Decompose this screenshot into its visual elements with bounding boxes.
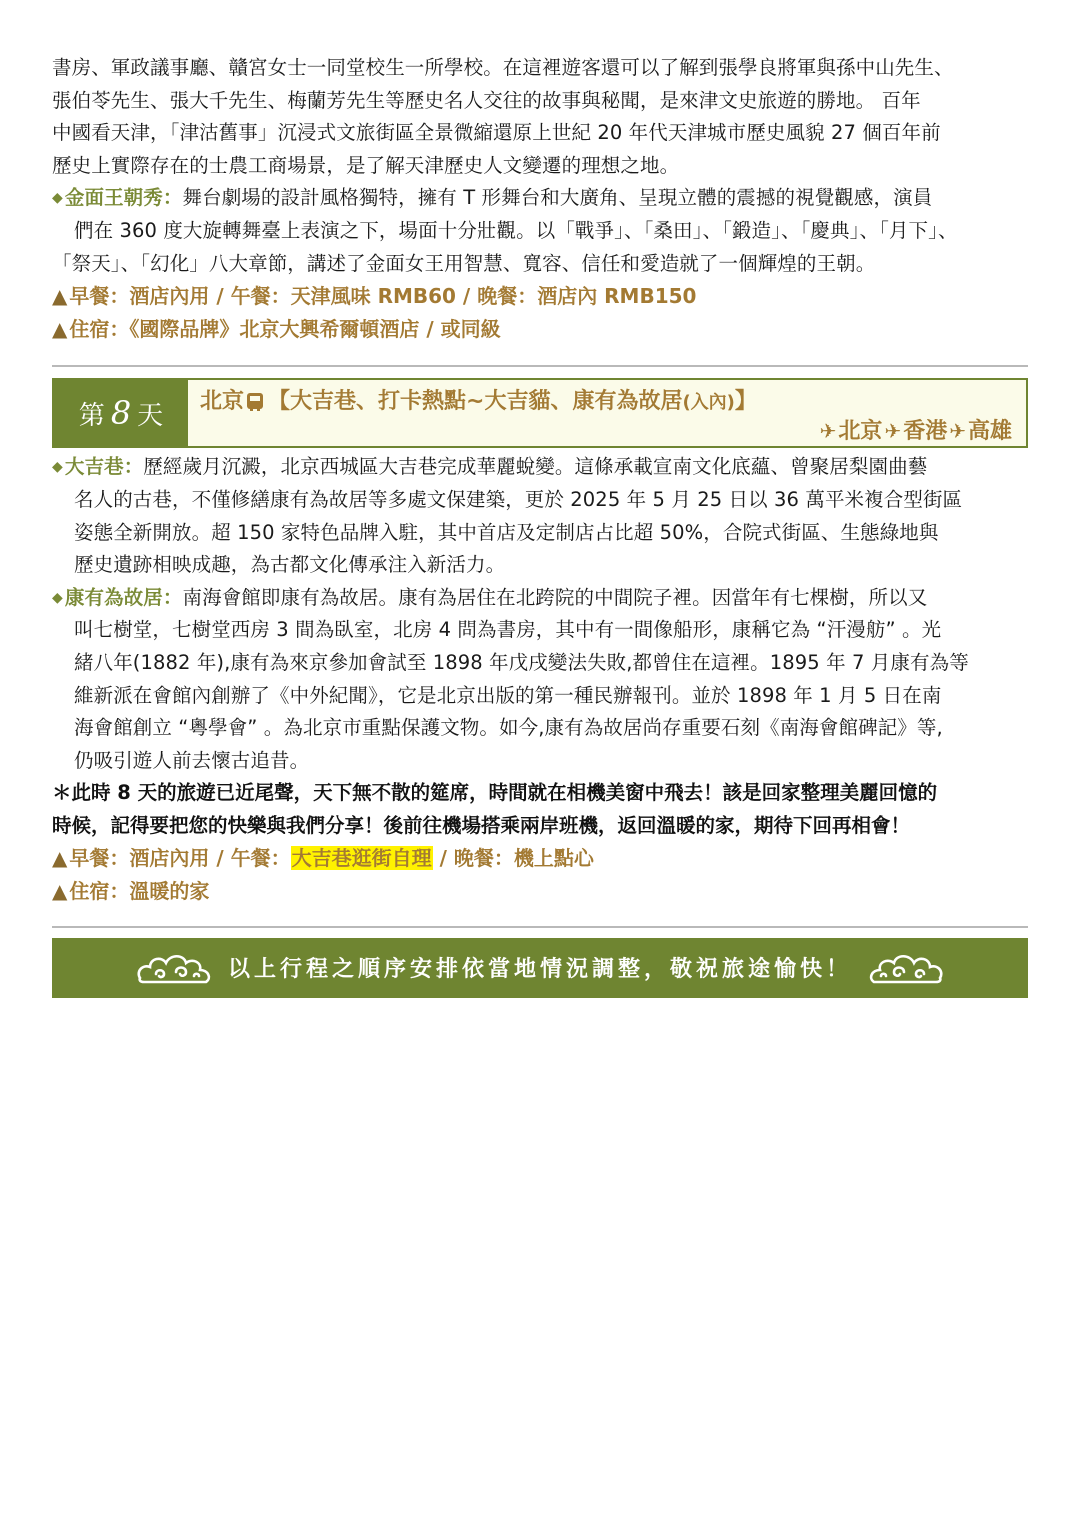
attraction-term: 金面王朝秀 (64, 186, 163, 210)
day-route: ✈北京 ✈香港 ✈高雄 (819, 419, 1012, 445)
intro-line: 中國看天津，「津沽舊事」沉浸式文旅街區全景微縮還原上世紀 20 年代天津城市歷史風貌 27 個百年前 (52, 121, 941, 145)
footer-text: 以上行程之順序安排依當地情況調整，敬祝旅途愉快！ (227, 957, 852, 983)
attraction-desc-line: 歷經歲月沉澱，北京西城區大吉巷完成華麗蛻變。這條承載宣南文化底蘊、曾聚居梨園曲藝 (143, 455, 928, 479)
attraction-term: 康有為故居 (64, 585, 163, 609)
attraction-desc-line: 舞台劇場的設計風格獨特，擁有 T 形舞台和大廣角、呈現立體的震撼的視覺觀感，演員 (182, 186, 933, 210)
attraction-desc-line: 們在 360 度大旋轉舞臺上表演之下，場面十分壯觀。以「戰爭」、「桑田」、「鍛造」、「慶典」、「月下」、 (74, 218, 958, 242)
attraction-golden-mask-show: ◆ 金面王朝秀：舞台劇場的設計風格獨特，擁有 T 形舞台和大廣角、呈現立體的震撼的視覺觀感，演員 們在 360 度大旋轉舞臺上表演之下，場面十分壯觀。以「戰爭」、「桑田」、「鍛造」、「慶典」、「月下」、 「祭天」、「幻化」八大章節，講述了金面女王用智慧、寬容、信任和愛造就了一個輝煌的王朝。 (52, 182, 1028, 280)
attraction-desc-line: 海會館創立 “粵學會” 。為北京市重點保護文物。如今,康有為故居尚存重要石刻《南海會館碑記》等, (74, 716, 943, 740)
airplane-icon: ✈ (949, 419, 966, 444)
airplane-icon: ✈ (819, 419, 837, 444)
attraction-desc-line: 叫七樹堂，七樹堂西房 3 間為臥室，北房 4 問為書房，其中有一間像船形，康稱它為 “汗漫舫” 。光 (74, 618, 942, 642)
day7-accommodation: ▲ 住宿：《國際品牌》北京大興希爾頓酒店 / 或同級 (52, 316, 501, 341)
airplane-icon: ✈ (884, 419, 902, 444)
attraction-term: 大吉巷 (64, 455, 124, 479)
diamond-bullet-icon: ◆ (52, 190, 63, 207)
triangle-bullet-icon: ▲ (52, 846, 68, 871)
intro-line: 書房、軍政議事廳、贛宮女士一同堂校生一所學校。在這裡遊客還可以了解到張學良將軍與孫中山先生、 (52, 56, 954, 79)
day-title (188, 380, 1026, 446)
attraction-desc-line: 南海會館即康有為故居。康有為居住在北跨院的中間院子裡。因當年有七棵樹，所以又 (182, 585, 928, 609)
attraction-desc-line: 仍吸引遊人前去懷古追昔。 (74, 748, 310, 772)
diamond-bullet-icon: ◆ (52, 459, 63, 476)
closing-note-line: ＊此時 8 天的旅遊已近尾聲，天下無不散的筵席，時間就在相機美窗中飛去！該是回家整理美麗回憶的 (52, 781, 938, 805)
day8-accommodation: ▲ 住宿：溫暖的家 (52, 879, 210, 904)
triangle-bullet-icon: ▲ (52, 879, 68, 904)
intro-line: 歷史上實際存在的士農工商場景，是了解天津歷史人文變遷的理想之地。 (52, 153, 680, 177)
highlighted-lunch: 大吉巷逛街自理 (291, 846, 432, 871)
auspicious-cloud-icon (864, 948, 946, 988)
attraction-desc-line: 「祭天」、「幻化」八大章節，講述了金面女王用智慧、寬容、信任和愛造就了一個輝煌的王朝。 (52, 251, 876, 275)
intro-line: 張伯苓先生、張大千先生、梅蘭芳先生等歷史名人交往的故事與秘聞，是來津文史旅遊的勝地。 百年 (52, 88, 921, 112)
day-title-main: 北京 【大吉巷、打卡熱點~大吉貓、康有為故居(入內)】 (200, 389, 757, 415)
day-number: 8 (110, 394, 132, 433)
attraction-kang-youwei-residence: ◆ 康有為故居：南海會館即康有為故居。康有為居住在北跨院的中間院子裡。因當年有七棵樹，所以又 叫七樹堂，七樹堂西房 3 間為臥室，北房 4 問為書房，其中有一間像船形，康稱它為 “汗漫舫” 。光 緒八年(1882 年),康有為來京參加會試至 1898 年戊戌變法失敗,都曾住在這裡。1895 年 7 月康有為等 維新派在會館內創辦了《中外紀聞》，它是北京出版的第一種民辦報刊。並於 1898 年 1 月 5 日在南 海會館創立 “粵學會” 。為北京市重點保護文物。如今,康有為故居尚存重要石刻《南海會館碑記》等, 仍吸引遊人前去懷古追昔。 (52, 582, 1028, 778)
itinerary-page (52, 52, 1028, 998)
attraction-desc-line: 名人的古巷，不僅修繕康有為故居等多處文保建築，更於 2025 年 5 月 25 日以 36 萬平米複合型街區 (74, 487, 963, 511)
intro-paragraph (52, 52, 1028, 182)
day7-meals: ▲ 早餐：酒店內用 / 午餐：天津風味 RMB60 / 晚餐：酒店內 RMB150 (52, 284, 697, 309)
bus-icon (247, 393, 263, 409)
day-number-box: 第 8 天 (54, 380, 188, 446)
auspicious-cloud-icon (134, 948, 216, 988)
diamond-bullet-icon: ◆ (52, 589, 63, 606)
attraction-desc-line: 歷史遺跡相映成趣，為古都文化傳承注入新活力。 (74, 553, 506, 577)
attraction-desc-line: 姿態全新開放。超 150 家特色品牌入駐，其中首店及定制店占比超 50%，合院式街區、生態綠地與 (74, 520, 939, 544)
triangle-bullet-icon: ▲ (52, 284, 68, 309)
day8-header (52, 378, 1028, 448)
attraction-desc-line: 維新派在會館內創辦了《中外紀聞》，它是北京出版的第一種民辦報刊。並於 1898 年 1 月 5 日在南 (74, 683, 942, 707)
footer-banner (52, 938, 1028, 998)
attraction-dajixiang: ◆ 大吉巷：歷經歲月沉澱，北京西城區大吉巷完成華麗蛻變。這條承載宣南文化底蘊、曾聚居梨園曲藝 名人的古巷，不僅修繕康有為故居等多處文保建築，更於 2025 年 5 月 25 日以 36 萬平米複合型街區 姿態全新開放。超 150 家特色品牌入駐，其中首店及定制店占比超 50%，合院式街區、生態綠地與 歷史遺跡相映成趣，為古都文化傳承注入新活力。 (52, 451, 1028, 581)
triangle-bullet-icon: ▲ (52, 316, 68, 341)
attraction-desc-line: 緒八年(1882 年),康有為來京參加會試至 1898 年戊戌變法失敗,都曾住在這裡。1895 年 7 月康有為等 (74, 650, 969, 674)
closing-note-line: 時候，記得要把您的快樂與我們分享！後前往機場搭乘兩岸班機，返回溫暖的家，期待下回再相會！ (52, 813, 911, 837)
day8-meals: ▲ 早餐：酒店內用 / 午餐：大吉巷逛街自理 / 晚餐：機上點心 (52, 846, 594, 871)
